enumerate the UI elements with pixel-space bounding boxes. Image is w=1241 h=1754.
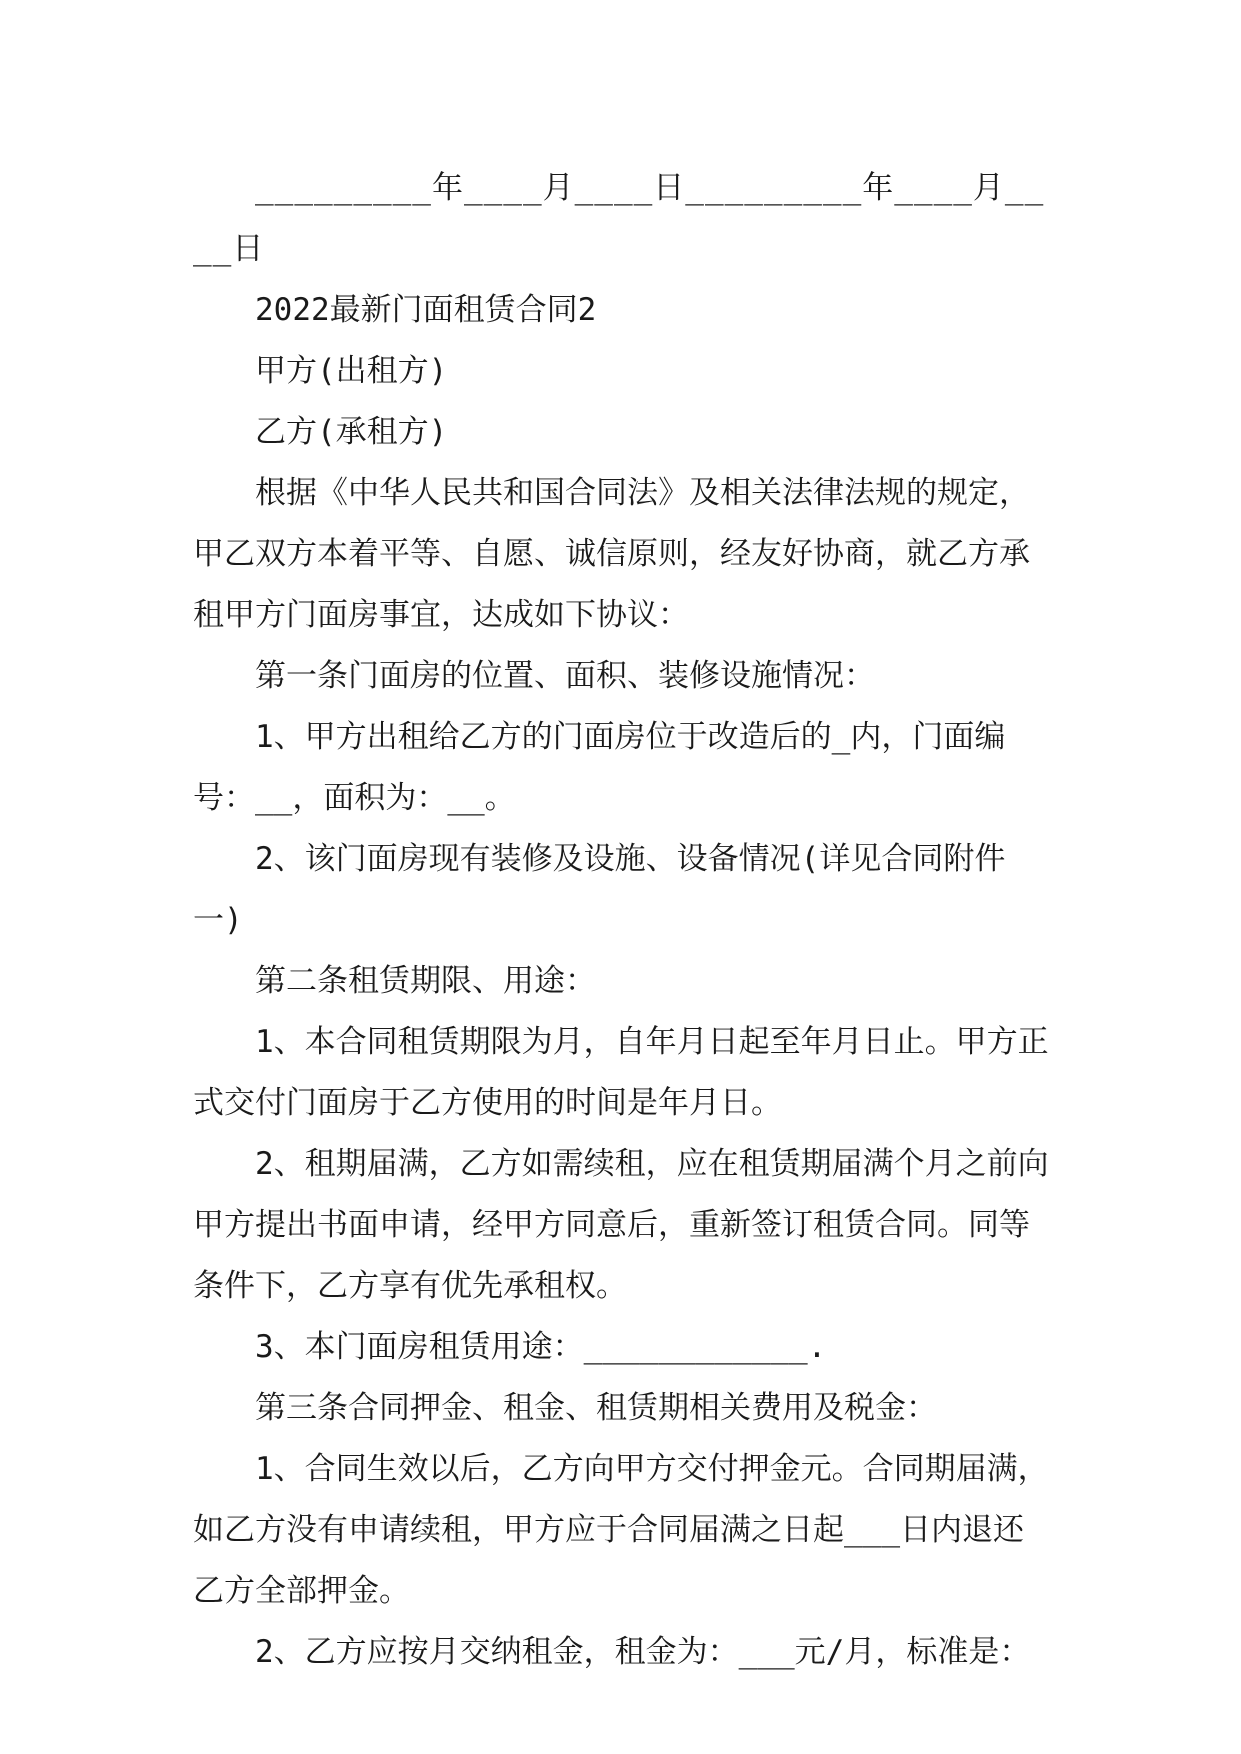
party-a-label: 甲方(出租方) (255, 353, 448, 389)
party-b-label: 乙方(承租方) (255, 414, 448, 450)
article-2-clause-3: 3、本门面房租赁用途：____________. (255, 1329, 827, 1365)
article-3-heading: 第三条合同押金、租金、租赁期相关费用及税金： (255, 1390, 937, 1426)
article-1-clause-1: 1、甲方出租给乙方的门面房位于改造后的_内，门面编号：__，面积为：__。 (193, 719, 1006, 816)
signature-date-line: _________年____月____日_________年____月____日 (193, 170, 1045, 267)
article-1-clause-2: 2、该门面房现有装修及设施、设备情况(详见合同附件一) (193, 841, 1006, 938)
document-title: 2022最新门面租赁合同2 (255, 292, 597, 328)
preamble-paragraph: 根据《中华人民共和国合同法》及相关法律法规的规定，甲乙双方本着平等、自愿、诚信原则，经友好协商，就乙方承租甲方门面房事宜，达成如下协议： (193, 475, 1030, 633)
article-3-clause-1: 1、合同生效以后，乙方向甲方交付押金元。合同期届满，如乙方没有申请续租，甲方应于合同届满之日起___日内退还乙方全部押金。 (193, 1451, 1049, 1609)
contract-body (193, 158, 1053, 1683)
article-3-clause-2: 2、乙方应按月交纳租金，租金为：___元/月，标准是： (255, 1634, 1031, 1670)
article-1-heading: 第一条门面房的位置、面积、装修设施情况： (255, 658, 875, 694)
article-2-clause-1: 1、本合同租赁期限为月，自年月日起至年月日止。甲方正式交付门面房于乙方使用的时间是年月日。 (193, 1024, 1049, 1121)
article-2-clause-2: 2、租期届满，乙方如需续租，应在租赁期届满个月之前向甲方提出书面申请，经甲方同意后，重新签订租赁合同。同等条件下，乙方享有优先承租权。 (193, 1146, 1049, 1304)
article-2-heading: 第二条租赁期限、用途： (255, 963, 596, 999)
